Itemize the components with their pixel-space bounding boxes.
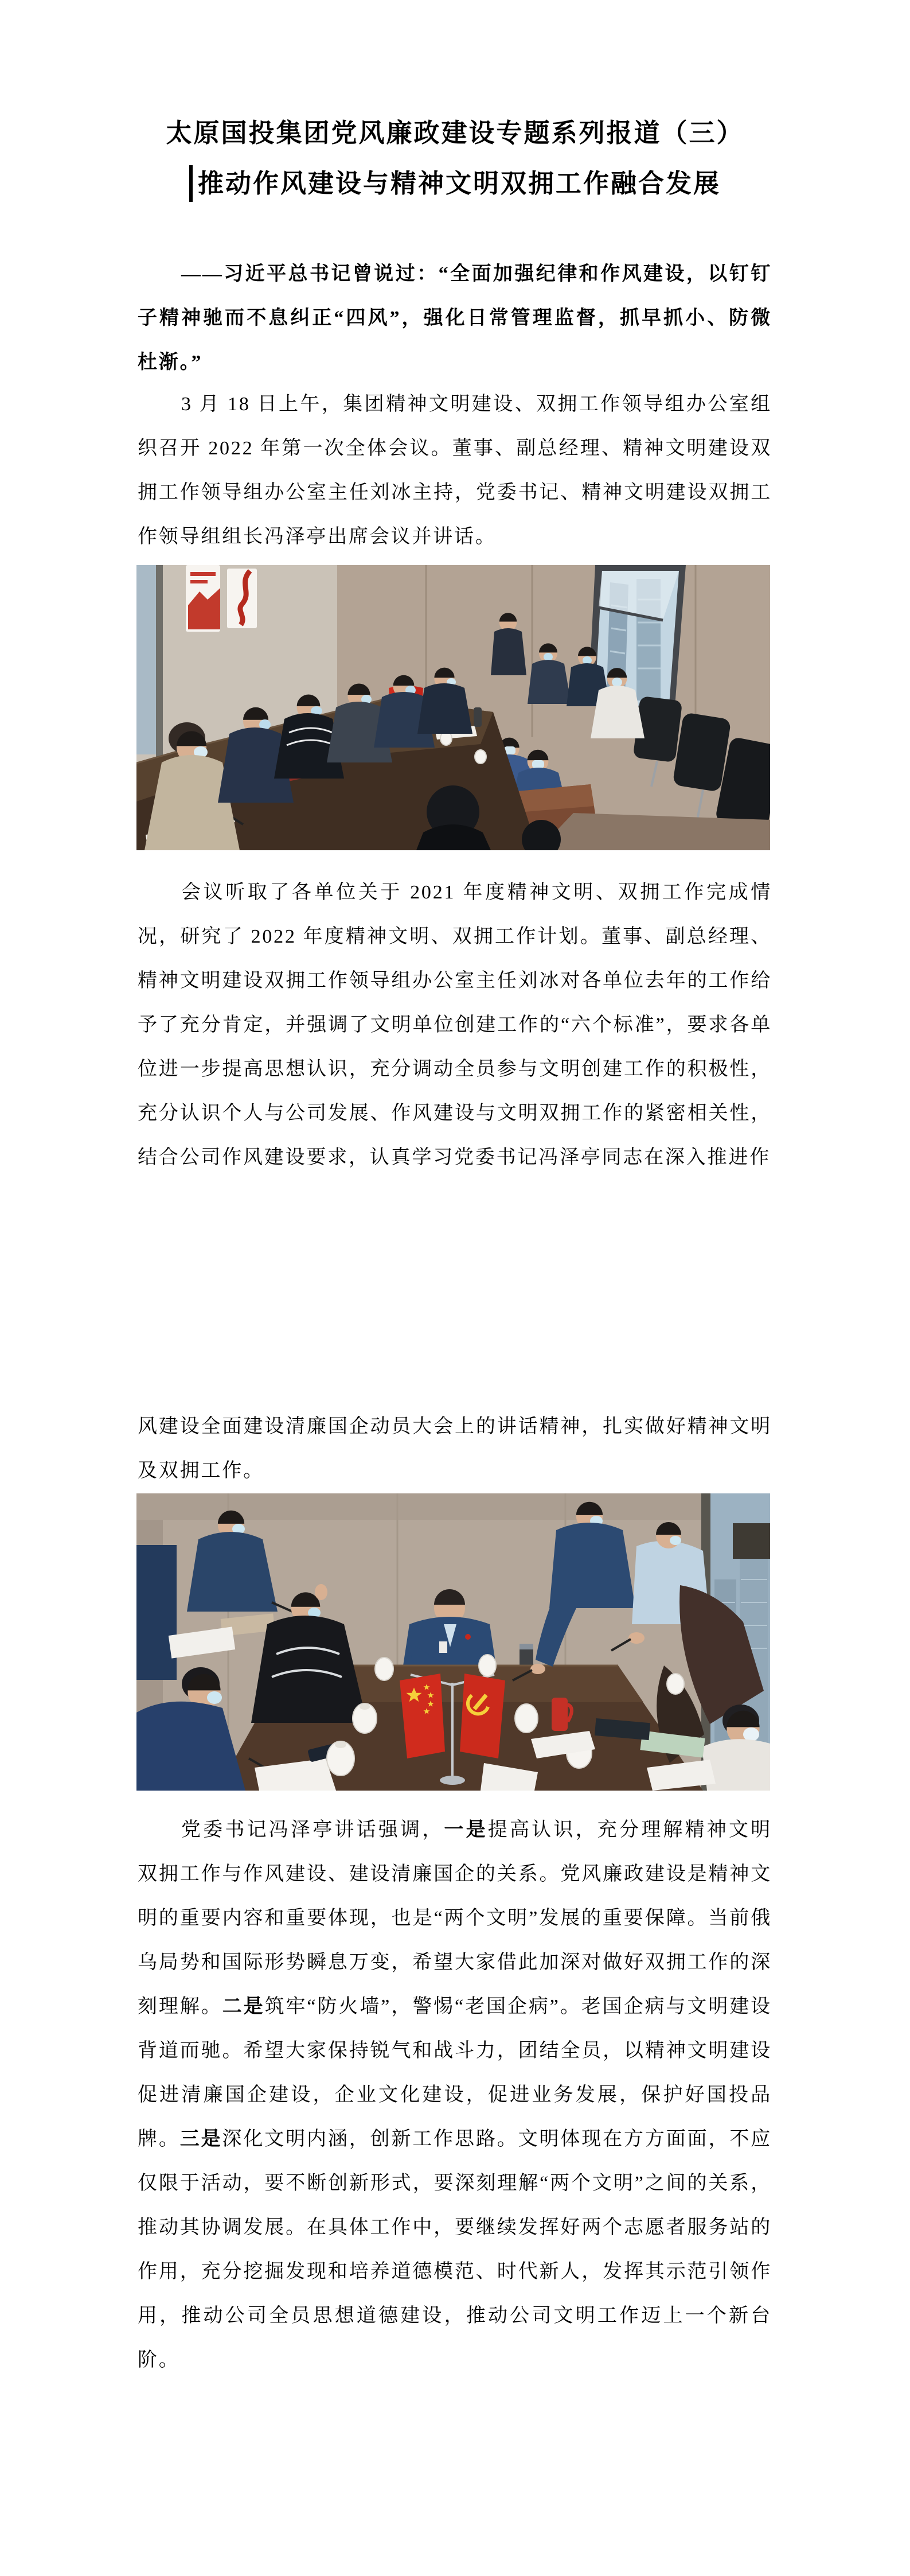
page-title: 太原国投集团党风廉政建设专题系列报道（三） [166,118,744,147]
meeting-photo-1 [136,565,770,850]
meeting-photo-2 [136,1493,770,1791]
report-paragraph-part2: 风建设全面建设清廉国企动员大会上的讲话精神，扎实做好精神文明及双拥工作。 [138,1416,772,1481]
secretary-speech-paragraph: 党委书记冯泽亭讲话强调，一是提高认识，充分理解精神文明双拥工作与作风建设、建设清廉国企的关系。党风廉政建设是精神文明的重要内容和重要体现，也是“两个文明”发展的重要保障。当前俄乌局势和国际形势瞬息万变，希望大家借此加深对做好双拥工作的深刻理解。二是筑牢“防火墙”，警惕“老国企病”。老国企病与文明建设背道而驰。希望大家保持锐气和战斗力，团结全员，以精神文明建设促进清廉国企建设，企业文化建设，促进业务发展，保护好国投品牌。三是深化文明内涵，创新工作思路。文明体现在方方面面，不应仅限于活动，要不断创新形式，要深刻理解“两个文明”之间的关系，推动其协调发展。在具体工作中，要继续发挥好两个志愿者服务站的作用，充分挖掘发现和培养道德模范、时代新人，发挥其示范引领作用，推动公司全员思想道德建设，推动公司文明工作迈上一个新台阶。 [138,1819,772,2371]
report-paragraph-part1: 会议听取了各单位关于 2021 年度精神文明、双拥工作完成情况，研究了 2022 年度精神文明、双拥工作计划。董事、副总经理、精神文明建设双拥工作领导组办公室主任刘冰对各单位去年的工作给予了充分肯定，并强调了文明单位创建工作的“六个标准”，要求各单位进一步提高思想认识，充分调动全员参与文明创建工作的积极性，充分认识个人与公司发展、作风建设与文明双拥工作的紧密相关性，结合公司作风建设要求，认真学习党委书记冯泽亭同志在深入推进作 [138,882,772,1168]
china-flag-icon [400,1674,445,1758]
party-flag-icon [460,1674,505,1758]
page-subtitle [0,165,910,202]
subtitle-accent-bar [189,165,193,202]
leader-quote-paragraph: ——习近平总书记曾说过：“全面加强纪律和作风建设，以钉钉子精神驰而不息纠正“四风”，强化日常管理监督，抓早抓小、防微杜渐。” [138,263,772,373]
meeting-photo-2-illustration [136,1493,770,1791]
page-subtitle-text: 推动作风建设与精神文明双拥工作融合发展 [197,169,721,198]
meeting-intro-paragraph: 3 月 18 日上午，集团精神文明建设、双拥工作领导组办公室组织召开 2022 年第一次全体会议。董事、副总经理、精神文明建设双拥工作领导组办公室主任刘冰主持，党委书记、精神文明建设双拥工作领导组组长冯泽亭出席会议并讲话。 [138,394,772,547]
meeting-photo-1-illustration [136,565,770,850]
